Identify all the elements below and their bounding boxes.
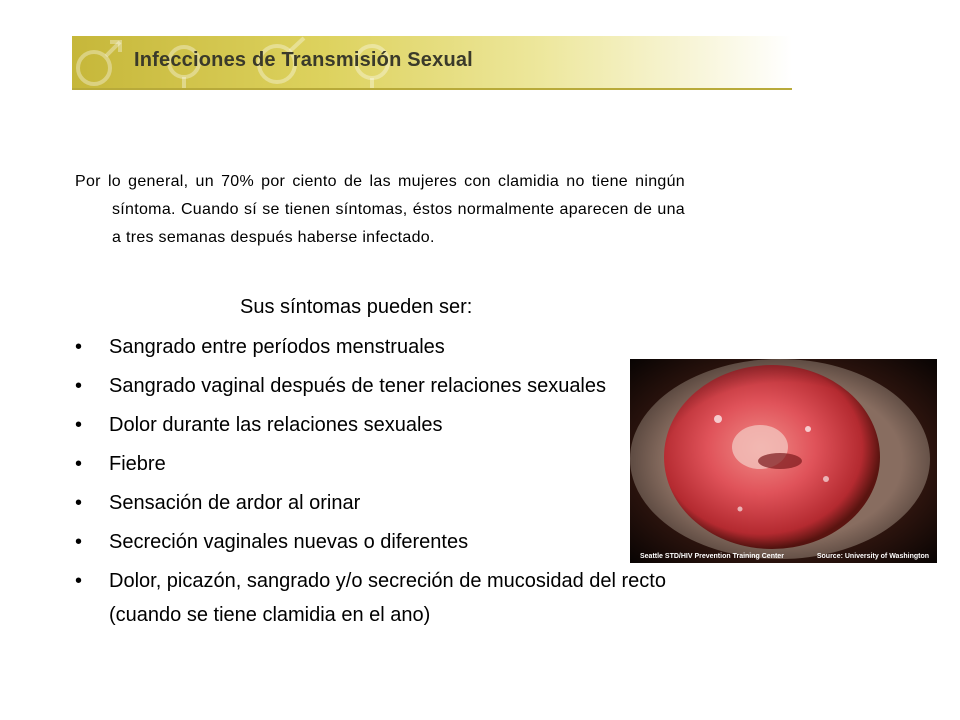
intro-paragraph: Por lo general, un 70% por ciento de las mujeres con clamidia no tiene ningún síntoma. Cuando sí se tienen síntomas, éstos normalmente aparecen de una a tres semanas después haberse infectado.: [75, 173, 685, 246]
bullet-icon: •: [75, 453, 83, 475]
symptoms-heading: Sus síntomas pueden ser:: [240, 296, 473, 318]
bullet-icon: •: [75, 531, 83, 553]
list-item: [75, 564, 695, 632]
photo-caption-left: Seattle STD/HIV Prevention Training Center: [640, 553, 784, 560]
symptom-text: Sangrado entre períodos menstruales: [109, 336, 445, 358]
banner-title: Infecciones de Transmisión Sexual: [134, 49, 473, 71]
list-item: [75, 525, 695, 559]
bullet-icon: •: [75, 375, 83, 397]
list-item: [75, 486, 695, 520]
bullet-icon: •: [75, 414, 83, 436]
list-item: [75, 369, 695, 403]
symptom-text: Dolor, picazón, sangrado y/o secreción de mucosidad del recto (cuando se tiene clamidia en el ano): [109, 570, 666, 626]
symptoms-list: [75, 330, 695, 637]
header-banner: [72, 36, 792, 90]
symptom-text: Dolor durante las relaciones sexuales: [109, 414, 443, 436]
list-item: [75, 408, 695, 442]
cervix-image: [630, 359, 937, 563]
symptom-text: Sangrado vaginal después de tener relaciones sexuales: [109, 375, 607, 397]
bullet-icon: •: [75, 570, 83, 592]
list-item: [75, 447, 695, 481]
symptom-text: Secreción vaginales nuevas o diferentes: [109, 531, 469, 553]
symptom-text: Sensación de ardor al orinar: [109, 492, 361, 514]
clinical-photo: [630, 359, 937, 563]
photo-caption-right: Source: University of Washington: [816, 553, 929, 560]
symptom-text: Fiebre: [109, 453, 166, 475]
bullet-icon: •: [75, 336, 83, 358]
photo-caption: [630, 550, 937, 563]
bullet-icon: •: [75, 492, 83, 514]
list-item: [75, 330, 695, 364]
